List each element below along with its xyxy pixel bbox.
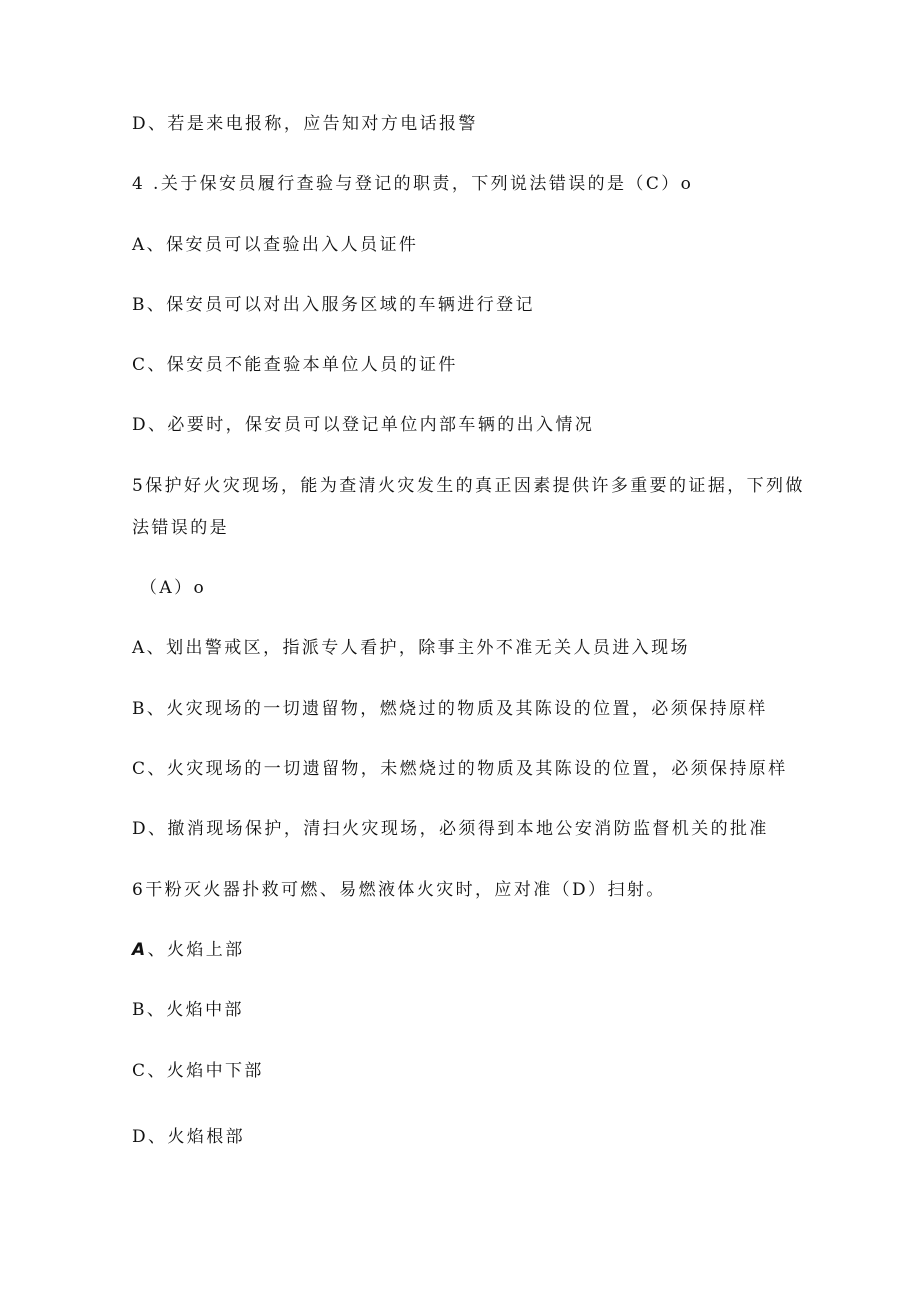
q6-option-a (132, 938, 245, 962)
q5-question-line1: 5保护好火灾现场，能为查清火灾发生的真正因素提供许多重要的证据，下列做 (132, 476, 805, 496)
q5-answer: （A）o (140, 578, 207, 598)
q4-option-b: B、保安员可以对出入服务区域的车辆进行登记 (132, 295, 535, 315)
q5-option-c: C、火灾现场的一切遗留物，未燃烧过的物质及其陈设的位置，必须保持原样 (132, 759, 788, 779)
q6-option-b: B、火焰中部 (132, 1000, 244, 1020)
q6-option-a-text: 、火焰上部 (147, 940, 245, 960)
q6-option-d: D、火焰根部 (132, 1127, 246, 1147)
q5-option-d: D、撤消现场保护，清扫火灾现场，必须得到本地公安消防监督机关的批准 (132, 819, 769, 839)
q5-option-a: A、划出警戒区，指派专人看护，除事主外不准无关人员进入现场 (132, 638, 690, 658)
q3-option-d: D、若是来电报称，应告知对方电话报警 (132, 114, 478, 134)
q4-option-a: A、保安员可以查验出入人员证件 (132, 235, 419, 255)
q4-option-c: C、保安员不能查验本单位人员的证件 (132, 355, 458, 375)
q6-question: 6干粉灭火器扑救可燃、易燃液体火灾时，应对准（D）扫射。 (132, 880, 666, 900)
q5-question-line2: 法错误的是 (132, 518, 229, 538)
q5-option-b: B、火灾现场的一切遗留物，燃烧过的物质及其陈设的位置，必须保持原样 (132, 699, 768, 719)
q4-option-d: D、必要时，保安员可以登记单位内部车辆的出入情况 (132, 415, 595, 435)
q4-question: 4 .关于保安员履行查验与登记的职责，下列说法错误的是（C）o (132, 174, 694, 194)
q6-option-c: C、火焰中下部 (132, 1061, 264, 1081)
q6-option-a-letter: A (132, 940, 148, 960)
